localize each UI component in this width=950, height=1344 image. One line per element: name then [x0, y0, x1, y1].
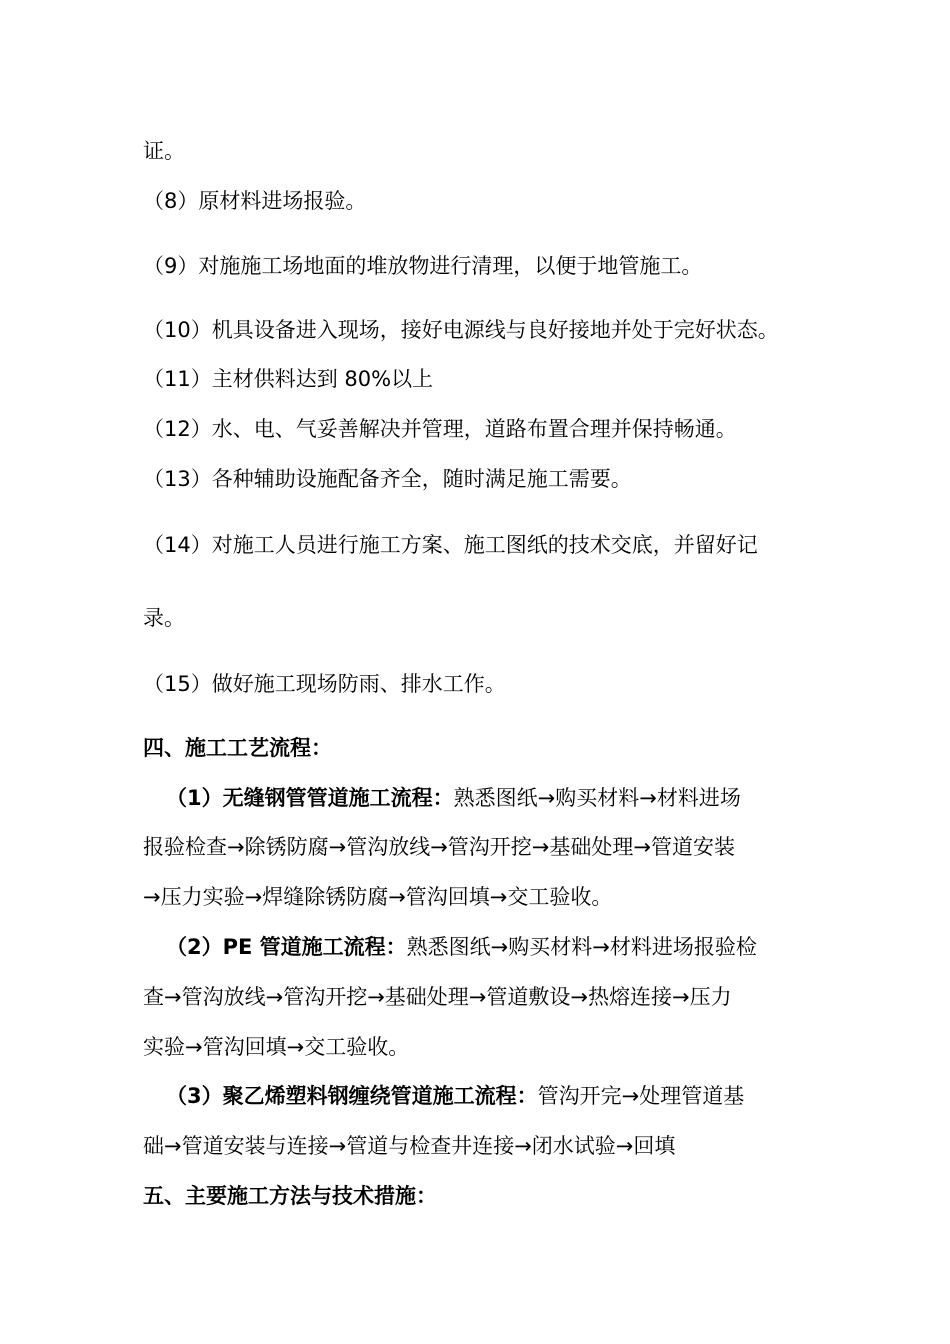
process-text-1: 熟悉图纸→购买材料→材料进场: [453, 786, 741, 810]
process-line: →压力实验→焊缝除锈防腐→管沟回填→交工验收。: [143, 885, 613, 909]
section-heading-4: 四、施工工艺流程：: [143, 736, 332, 760]
process-line: 报验检查→除锈防腐→管沟放线→管沟开挖→基础处理→管道安装: [143, 835, 735, 859]
process-paragraph-2: [143, 932, 757, 962]
process-label-1: （1）无缝钢管管道施工流程：: [166, 786, 454, 810]
list-item-12: （12）水、电、气妥善解决并管理，道路布置合理并保持畅通。: [143, 417, 737, 441]
process-text-2: 熟悉图纸→购买材料→材料进场报验检: [406, 935, 757, 959]
list-item-10: （10）机具设备进入现场，接好电源线与良好接地并处于完好状态。: [143, 318, 779, 342]
list-item-9: （9）对施施工场地面的堆放物进行清理，以便于地管施工。: [143, 254, 703, 278]
list-item-14-continuation: 录。: [143, 606, 185, 630]
process-line: 础→管道安装与连接→管道与检查井连接→闭水试验→回填: [143, 1134, 676, 1158]
process-paragraph-1: [143, 783, 741, 813]
process-line: 查→管沟放线→管沟开挖→基础处理→管道敷设→热熔连接→压力: [143, 985, 732, 1009]
process-label-2: （2）PE 管道施工流程：: [166, 935, 407, 959]
process-label-3: （3）聚乙烯塑料钢缠绕管道施工流程：: [166, 1084, 538, 1108]
list-item-15: （15）做好施工现场防雨、排水工作。: [143, 672, 506, 696]
process-line: 实验→管沟回填→交工验收。: [143, 1035, 410, 1059]
text-line: 证。: [143, 139, 185, 163]
list-item-8: （8）原材料进场报验。: [143, 189, 367, 213]
list-item-11: （11）主材供料达到 80%以上: [143, 367, 434, 391]
process-text-3: 管沟开完→处理管道基: [537, 1084, 745, 1108]
section-heading-5: 五、主要施工方法与技术措施：: [143, 1184, 437, 1208]
list-item-14: （14）对施工人员进行施工方案、施工图纸的技术交底，并留好记: [143, 533, 758, 557]
process-paragraph-3: [143, 1081, 744, 1111]
list-item-13: （13）各种辅助设施配备齐全，随时满足施工需要。: [143, 467, 632, 491]
